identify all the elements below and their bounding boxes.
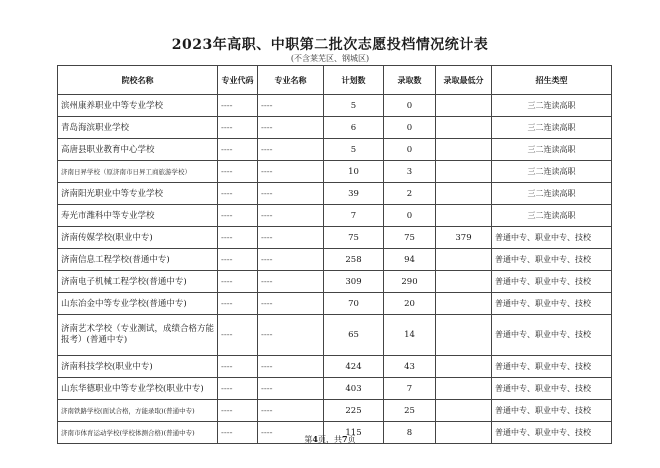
header-school: 院校名称 [58, 66, 218, 95]
cell-admitted: 3 [384, 161, 436, 183]
table-row [58, 271, 612, 293]
page-subtitle: (不含莱芜区、钢城区) [290, 54, 370, 63]
footer-prefix: 第 [304, 435, 313, 444]
header-code: 专业代码 [218, 66, 258, 95]
cell-code: ---- [218, 227, 258, 249]
cell-school: 寿光市潍科中等专业学校 [58, 205, 218, 227]
table-row [58, 161, 612, 183]
cell-admitted: 14 [384, 315, 436, 356]
cell-type: 普通中专、职业中专、技校 [492, 271, 612, 293]
cell-major: ---- [258, 117, 324, 139]
cell-admitted: 8 [384, 422, 436, 444]
cell-min-score [436, 161, 492, 183]
cell-admitted: 43 [384, 356, 436, 378]
table-header-row [58, 66, 612, 95]
cell-plan: 6 [324, 117, 384, 139]
cell-code: ---- [218, 95, 258, 117]
cell-code: ---- [218, 356, 258, 378]
cell-plan: 7 [324, 205, 384, 227]
cell-type: 三二连读高职 [492, 117, 612, 139]
table-row [58, 293, 612, 315]
cell-plan: 115 [324, 422, 384, 444]
cell-min-score [436, 400, 492, 422]
cell-plan: 5 [324, 139, 384, 161]
cell-school: 济南阳光职业中等专业学校 [58, 183, 218, 205]
cell-school: 济南传媒学校(职业中专) [58, 227, 218, 249]
cell-type: 三二连读高职 [492, 95, 612, 117]
cell-type: 普通中专、职业中专、技校 [492, 315, 612, 356]
footer-middle: 页，共 [318, 435, 342, 444]
cell-admitted: 25 [384, 400, 436, 422]
cell-major: ---- [258, 422, 324, 444]
cell-type: 三二连读高职 [492, 183, 612, 205]
cell-type: 普通中专、职业中专、技校 [492, 293, 612, 315]
page-footer [0, 434, 660, 445]
table-row [58, 205, 612, 227]
cell-school: 济南日昇学校（原济南市日昇工商旅游学校） [58, 161, 218, 183]
cell-code: ---- [218, 139, 258, 161]
cell-type: 普通中专、职业中专、技校 [492, 356, 612, 378]
cell-plan: 424 [324, 356, 384, 378]
footer-page-number: 4 [312, 434, 318, 444]
cell-school: 济南艺术学校（专业测试，成绩合格方能报考）(普通中专) [58, 315, 218, 356]
table-row [58, 95, 612, 117]
cell-school: 济南市体育运动学校(学校体测合格)(普通中专) [58, 422, 218, 444]
cell-code: ---- [218, 315, 258, 356]
cell-min-score [436, 183, 492, 205]
statistics-table [57, 65, 612, 444]
cell-min-score [436, 205, 492, 227]
cell-min-score: 379 [436, 227, 492, 249]
header-plan: 计划数 [324, 66, 384, 95]
cell-admitted: 2 [384, 183, 436, 205]
cell-type: 普通中专、职业中专、技校 [492, 249, 612, 271]
cell-code: ---- [218, 378, 258, 400]
cell-major: ---- [258, 249, 324, 271]
cell-code: ---- [218, 161, 258, 183]
cell-min-score [436, 117, 492, 139]
cell-major: ---- [258, 139, 324, 161]
cell-min-score [436, 315, 492, 356]
cell-school: 山东华德职业中等专业学校(职业中专) [58, 378, 218, 400]
cell-type: 三二连读高职 [492, 139, 612, 161]
cell-major: ---- [258, 378, 324, 400]
cell-admitted: 7 [384, 378, 436, 400]
cell-major: ---- [258, 161, 324, 183]
cell-min-score [436, 356, 492, 378]
table-row [58, 378, 612, 400]
cell-admitted: 0 [384, 95, 436, 117]
cell-major: ---- [258, 95, 324, 117]
cell-code: ---- [218, 117, 258, 139]
cell-plan: 39 [324, 183, 384, 205]
page-title: 2023年高职、中职第二批次志愿投档情况统计表 [171, 37, 489, 53]
cell-major: ---- [258, 227, 324, 249]
cell-school: 滨州康养职业中等专业学校 [58, 95, 218, 117]
cell-plan: 5 [324, 95, 384, 117]
cell-code: ---- [218, 183, 258, 205]
cell-admitted: 290 [384, 271, 436, 293]
cell-code: ---- [218, 400, 258, 422]
cell-min-score [436, 378, 492, 400]
cell-admitted: 0 [384, 139, 436, 161]
cell-school: 高唐县职业教育中心学校 [58, 139, 218, 161]
header-type: 招生类型 [492, 66, 612, 95]
table-row [58, 315, 612, 356]
table-row [58, 183, 612, 205]
footer-suffix: 页 [347, 435, 356, 444]
cell-plan: 70 [324, 293, 384, 315]
cell-admitted: 94 [384, 249, 436, 271]
cell-plan: 403 [324, 378, 384, 400]
footer-total-pages: 7 [342, 434, 348, 444]
cell-major: ---- [258, 271, 324, 293]
table-row [58, 227, 612, 249]
cell-major: ---- [258, 205, 324, 227]
cell-min-score [436, 249, 492, 271]
cell-school: 济南信息工程学校(普通中专) [58, 249, 218, 271]
table-row [58, 356, 612, 378]
table-row [58, 139, 612, 161]
cell-major: ---- [258, 183, 324, 205]
cell-plan: 10 [324, 161, 384, 183]
table-row [58, 117, 612, 139]
cell-type: 三二连读高职 [492, 205, 612, 227]
cell-school: 青岛海滨职业学校 [58, 117, 218, 139]
cell-code: ---- [218, 422, 258, 444]
table-row [58, 400, 612, 422]
cell-plan: 65 [324, 315, 384, 356]
header-admitted: 录取数 [384, 66, 436, 95]
cell-school: 山东冶金中等专业学校(普通中专) [58, 293, 218, 315]
cell-admitted: 0 [384, 205, 436, 227]
cell-plan: 225 [324, 400, 384, 422]
cell-min-score [436, 271, 492, 293]
cell-admitted: 20 [384, 293, 436, 315]
cell-code: ---- [218, 271, 258, 293]
cell-plan: 309 [324, 271, 384, 293]
cell-code: ---- [218, 293, 258, 315]
cell-admitted: 0 [384, 117, 436, 139]
header-min-score: 录取最低分 [436, 66, 492, 95]
header-major: 专业名称 [258, 66, 324, 95]
cell-type: 普通中专、职业中专、技校 [492, 422, 612, 444]
cell-school: 济南铁路学校(面试合格，方能录取)(普通中专) [58, 400, 218, 422]
cell-code: ---- [218, 205, 258, 227]
cell-type: 普通中专、职业中专、技校 [492, 400, 612, 422]
cell-type: 三二连读高职 [492, 161, 612, 183]
cell-min-score [436, 139, 492, 161]
cell-min-score [436, 293, 492, 315]
cell-school: 济南科技学校(职业中专) [58, 356, 218, 378]
table-row [58, 249, 612, 271]
cell-code: ---- [218, 249, 258, 271]
cell-min-score [436, 95, 492, 117]
cell-major: ---- [258, 315, 324, 356]
cell-plan: 75 [324, 227, 384, 249]
cell-plan: 258 [324, 249, 384, 271]
cell-type: 普通中专、职业中专、技校 [492, 378, 612, 400]
cell-type: 普通中专、职业中专、技校 [492, 227, 612, 249]
cell-major: ---- [258, 356, 324, 378]
cell-admitted: 75 [384, 227, 436, 249]
cell-major: ---- [258, 400, 324, 422]
cell-major: ---- [258, 293, 324, 315]
cell-school: 济南电子机械工程学校(普通中专) [58, 271, 218, 293]
